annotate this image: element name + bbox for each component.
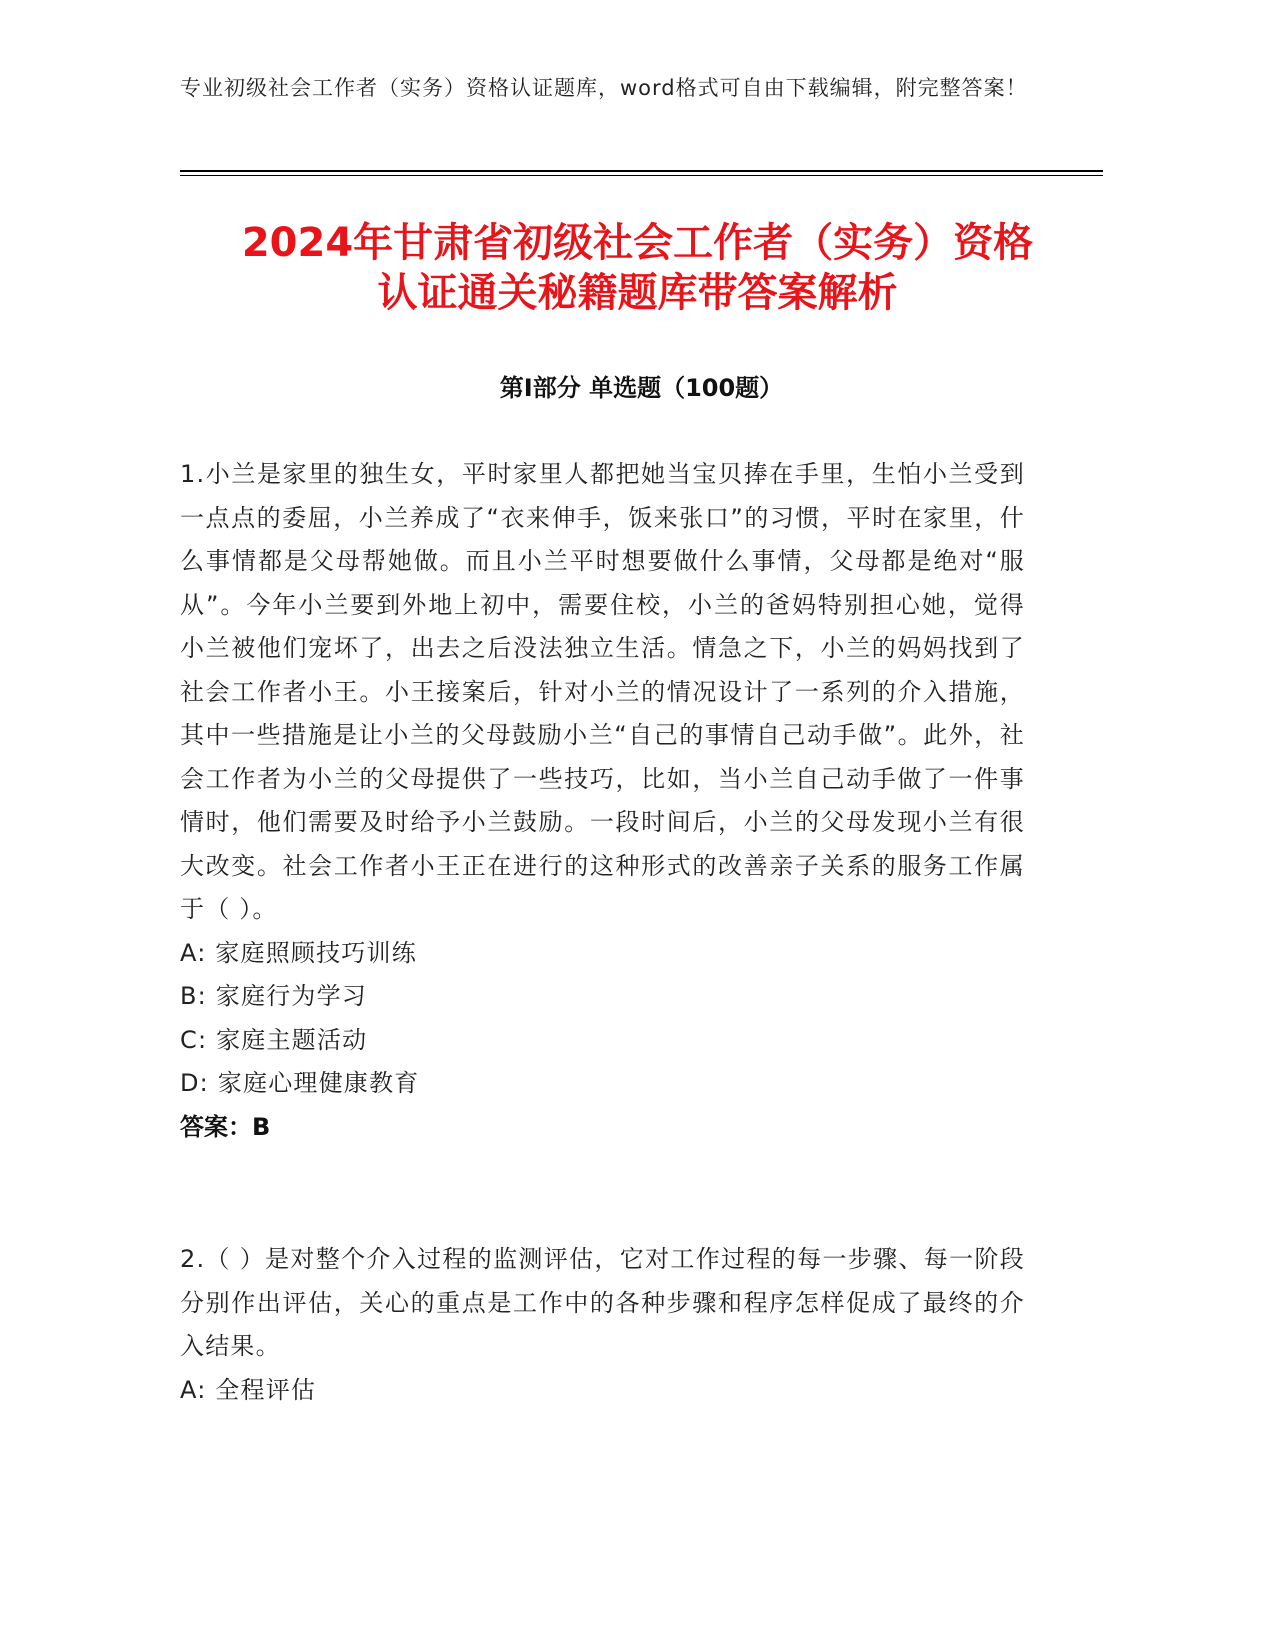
question-2	[180, 1238, 1025, 1412]
question-1-stem: 1.小兰是家里的独生女，平时家里人都把她当宝贝捧在手里，生怕小兰受到一点点的委屈，小兰养成了“衣来伸手，饭来张口”的习惯，平时在家里，什么事情都是父母帮她做。而且小兰平时想要做什么事情，父母都是绝对“服从”。今年小兰要到外地上初中，需要住校，小兰的爸妈特别担心她，觉得小兰被他们宠坏了，出去之后没法独立生活。情急之下，小兰的妈妈找到了社会工作者小王。小王接案后，针对小兰的情况设计了一系列的介入措施，其中一些措施是让小兰的父母鼓励小兰“自己的事情自己动手做”。此外，社会工作者为小兰的父母提供了一些技巧，比如，当小兰自己动手做了一件事情时，他们需要及时给予小兰鼓励。一段时间后，小兰的父母发现小兰有很大改变。社会工作者小王正在进行的这种形式的改善亲子关系的服务工作属于（ ）。	[180, 460, 1025, 923]
document-title-line2: 认证通关秘籍题库带答案解析	[377, 270, 898, 316]
question-1	[180, 453, 1025, 1149]
question-1-option-d: D: 家庭心理健康教育	[180, 1069, 420, 1097]
question-2-option-a: A: 全程评估	[180, 1375, 317, 1404]
document-title	[150, 218, 1125, 318]
question-1-answer: 答案：B	[180, 1112, 271, 1141]
question-1-option-b: B: 家庭行为学习	[180, 982, 367, 1010]
question-2-stem: 2.（ ）是对整个介入过程的监测评估，它对工作过程的每一步骤、每一阶段分别作出评估，关心的重点是工作中的各种步骤和程序怎样促成了最终的介入结果。	[180, 1245, 1025, 1360]
header-note: 专业初级社会工作者（实务）资格认证题库，word格式可自由下载编辑，附完整答案！	[180, 76, 1028, 100]
question-1-option-a: A: 家庭照顾技巧训练	[180, 938, 417, 967]
header-divider-thick	[180, 170, 1103, 172]
question-1-option-c: C: 家庭主题活动	[180, 1025, 368, 1054]
document-title-line1: 2024年甘肃省初级社会工作者（实务）资格	[241, 220, 1034, 266]
header-divider-thin	[180, 175, 1103, 176]
section-title: 第Ⅰ部分 单选题（100题）	[499, 374, 784, 402]
